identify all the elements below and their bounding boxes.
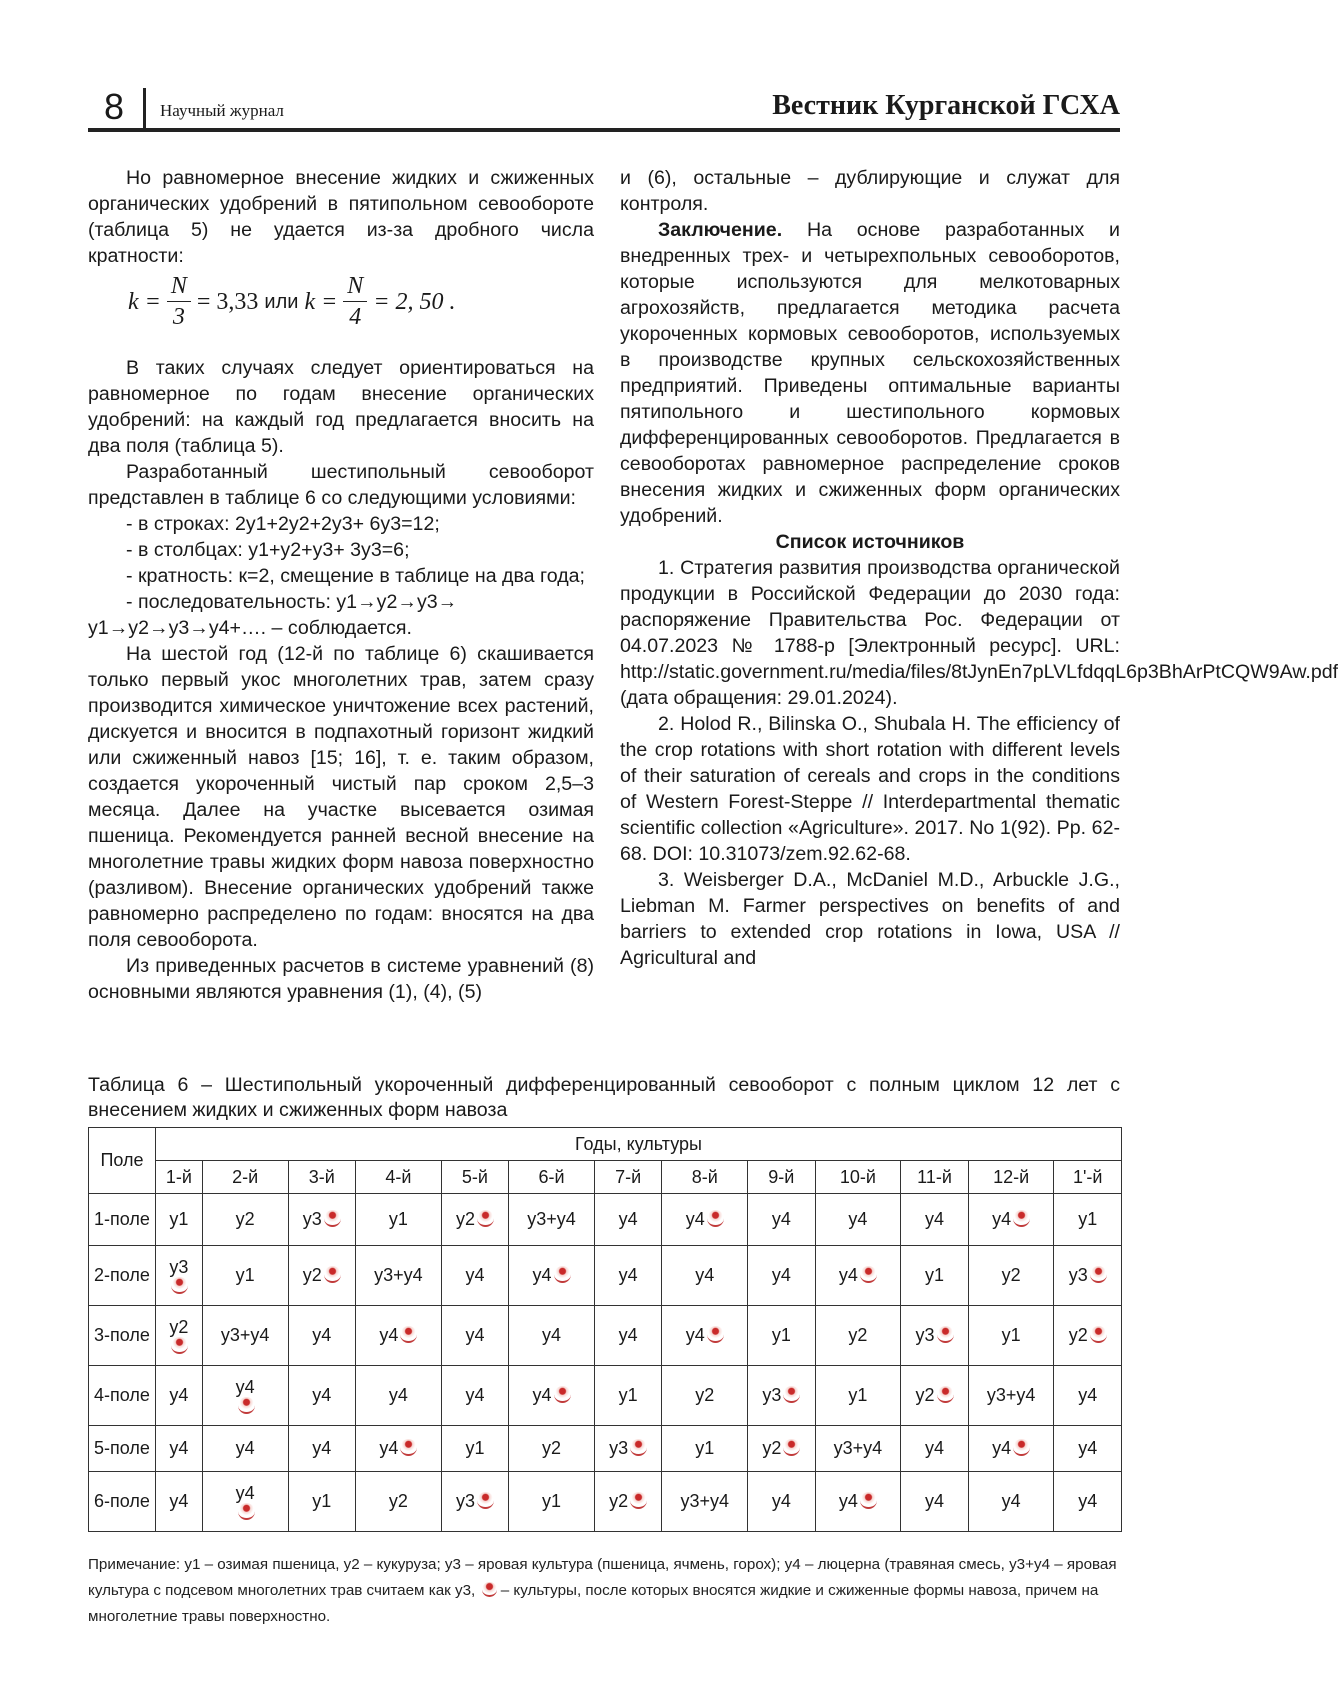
- crop-code: у1: [771, 1325, 791, 1345]
- crop-cell: [662, 1246, 748, 1306]
- field-label: 3-поле: [89, 1306, 156, 1366]
- crop-cell: [594, 1306, 661, 1366]
- manure-mark-icon: [630, 1492, 647, 1509]
- crop-cell: [748, 1366, 815, 1426]
- manure-mark-icon: [783, 1439, 800, 1456]
- crop-code: у3: [169, 1257, 189, 1277]
- crop-cell: [968, 1366, 1054, 1426]
- manure-mark-icon: [937, 1326, 954, 1343]
- field-label: 5-поле: [89, 1426, 156, 1472]
- crop-cell: [356, 1194, 442, 1246]
- year-header: 11-й: [901, 1161, 968, 1194]
- crop-code: у4: [992, 1438, 1012, 1458]
- crop-cell: [441, 1472, 508, 1532]
- year-header: 2-й: [202, 1161, 288, 1194]
- crop-cell: [748, 1426, 815, 1472]
- crop-code: у2: [455, 1209, 475, 1229]
- year-header: 8-й: [662, 1161, 748, 1194]
- manure-mark-icon: [324, 1266, 341, 1283]
- crop-code: у4: [532, 1265, 552, 1285]
- crop-code: у4: [465, 1325, 485, 1345]
- manure-mark-icon: [400, 1326, 417, 1343]
- crop-code: у2: [762, 1438, 782, 1458]
- crop-code: у3+у4: [986, 1385, 1036, 1405]
- crop-cell: [815, 1306, 901, 1366]
- crop-cell: [748, 1306, 815, 1366]
- header-divider: [143, 88, 146, 128]
- crop-cell: [815, 1194, 901, 1246]
- crop-cell: [288, 1246, 355, 1306]
- crop-cell: [594, 1246, 661, 1306]
- crop-cell: [662, 1306, 748, 1366]
- paragraph: На шестой год (12-й по таблице 6) скашивается только первый укос многолетних трав, затем сразу производится химическое уничтожение всех растений, дискуется и вносится в подпахотный горизонт жидкий или сжиженный навоз [15; 16], т. е. таким образом, создается укороченный чистый пар сроком 2,5–3 месяца. Далее на участке высевается озимая пшеница. Рекомендуется ранней весной внесение на многолетние травы жидких форм навоза поверхностно (разливом). Внесение органических удобрений также равномерно распределено по годам: вносятся на два поля севооборота.: [88, 643, 594, 951]
- conclusion-label: Заключение.: [658, 219, 783, 241]
- denominator: 3: [172, 304, 185, 330]
- field-header: Поле: [89, 1128, 156, 1194]
- crop-cell: [662, 1472, 748, 1532]
- crop-cell: [509, 1426, 595, 1472]
- crop-cell: [156, 1472, 203, 1532]
- crop-code: у4: [771, 1209, 791, 1229]
- crop-code: у3+у4: [374, 1265, 423, 1285]
- header-rule: [88, 128, 1120, 132]
- crop-cell: [748, 1194, 815, 1246]
- crop-cell: [441, 1426, 508, 1472]
- crop-cell: [156, 1306, 203, 1366]
- crop-cell: [202, 1306, 288, 1366]
- crop-cell: [356, 1306, 442, 1366]
- conclusion-text: На основе разработанных и внедренных трех- и четырехпольных севооборотов, которые используются для мелкотоварных агрохозяйств, предлагается методика расчета укороченных кормовых севооборотов, используемых в производстве крупных сельскохозяйственных предприятий. Приведены оптимальные варианты пятипольного и шестипольного кормовых дифференцированных севооборотов. Предлагается в севооборотах равномерное распределение сроков внесения жидких и сжиженных форм органических удобрений.: [620, 219, 1120, 527]
- crop-cell: [901, 1194, 968, 1246]
- crop-code: у2: [302, 1265, 322, 1285]
- crop-code: у4: [312, 1385, 332, 1405]
- crop-cell: [202, 1194, 288, 1246]
- crop-cell: [202, 1472, 288, 1532]
- crop-cell: [441, 1194, 508, 1246]
- manure-mark-icon: [1013, 1439, 1030, 1456]
- right-column: [620, 165, 1338, 971]
- crop-code: у3: [1068, 1265, 1088, 1285]
- crop-code: у4: [169, 1385, 189, 1405]
- numerator: N: [167, 271, 191, 302]
- crop-code: у1: [235, 1265, 255, 1285]
- crop-code: у4: [1078, 1385, 1098, 1405]
- journal-name: Вестник Курганской ГСХА: [772, 90, 1120, 121]
- crop-cell: [901, 1306, 968, 1366]
- manure-mark-icon: [630, 1439, 647, 1456]
- crop-cell: [1054, 1366, 1122, 1426]
- condition-line: у1→у2→у3→у4+…. – соблюдается.: [88, 617, 412, 639]
- crop-cell: [1054, 1426, 1122, 1472]
- crop-code: у4: [532, 1385, 552, 1405]
- crop-code: у4: [618, 1325, 638, 1345]
- field-label: 4-поле: [89, 1366, 156, 1426]
- crop-code: у4: [235, 1483, 255, 1503]
- crop-cell: [815, 1366, 901, 1426]
- left-column: [88, 165, 594, 1005]
- manure-mark-icon: [554, 1266, 571, 1283]
- manure-mark-icon: [707, 1326, 724, 1343]
- crop-cell: [202, 1246, 288, 1306]
- year-header: 12-й: [968, 1161, 1054, 1194]
- crop-code: у4: [618, 1265, 638, 1285]
- crop-cell: [968, 1426, 1054, 1472]
- year-header: 3-й: [288, 1161, 355, 1194]
- paragraph: В таких случаях следует ориентироваться на равномерное по годам внесение органических удобрений: на каждый год предлагается вносить на два поля (таблица 5).: [88, 357, 594, 457]
- crop-cell: [156, 1194, 203, 1246]
- crop-code: у4: [312, 1325, 332, 1345]
- manure-mark-icon: [171, 1337, 188, 1354]
- crop-cell: [662, 1366, 748, 1426]
- crop-code: у2: [695, 1385, 715, 1405]
- crop-cell: [509, 1366, 595, 1426]
- journal-type: Научный журнал: [160, 101, 284, 120]
- crop-cell: [748, 1472, 815, 1532]
- crop-code: у3: [915, 1325, 935, 1345]
- crop-code: у4: [618, 1209, 638, 1229]
- crop-cell: [815, 1472, 901, 1532]
- crop-code: у4: [388, 1385, 408, 1405]
- year-header: 9-й: [748, 1161, 815, 1194]
- year-header: 6-й: [509, 1161, 595, 1194]
- crop-cell: [968, 1194, 1054, 1246]
- crop-cell: [968, 1306, 1054, 1366]
- crop-code: у4: [771, 1265, 791, 1285]
- field-label: 2-поле: [89, 1246, 156, 1306]
- crop-code: у3: [762, 1385, 782, 1405]
- crop-cell: [815, 1246, 901, 1306]
- paragraph: Но равномерное внесение жидких и сжиженных органических удобрений в пятипольном севообороте (таблица 5) не удается из-за дробного числа кратности:: [88, 167, 594, 267]
- crop-code: у4: [685, 1209, 705, 1229]
- crop-cell: [441, 1306, 508, 1366]
- denominator: 4: [349, 304, 362, 330]
- crop-cell: [901, 1472, 968, 1532]
- year-header: 1-й: [156, 1161, 203, 1194]
- page-header: [88, 82, 1120, 134]
- crop-cell: [509, 1194, 595, 1246]
- crop-code: у2: [1068, 1325, 1088, 1345]
- crop-cell: [288, 1306, 355, 1366]
- crop-code: у4: [848, 1209, 868, 1229]
- crop-cell: [356, 1426, 442, 1472]
- crop-cell: [288, 1366, 355, 1426]
- crop-code: у4: [1078, 1491, 1098, 1511]
- crop-code: у1: [848, 1385, 868, 1405]
- manure-mark-icon: [324, 1210, 341, 1227]
- crop-cell: [156, 1246, 203, 1306]
- field-label: 1-поле: [89, 1194, 156, 1246]
- numerator: N: [343, 271, 367, 302]
- crop-cell: [901, 1426, 968, 1472]
- crop-code: у1: [465, 1438, 485, 1458]
- page-number: 8: [104, 86, 125, 127]
- crop-cell: [288, 1194, 355, 1246]
- manure-mark-icon: [1013, 1210, 1030, 1227]
- multiplicity-formula: [128, 271, 594, 351]
- condition-line: - кратность: к=2, смещение в таблице на два года;: [126, 565, 585, 587]
- crop-cell: [748, 1246, 815, 1306]
- crop-code: у4: [685, 1325, 705, 1345]
- year-header: 10-й: [815, 1161, 901, 1194]
- table-note: [88, 1552, 1120, 1630]
- crop-code: у4: [379, 1438, 399, 1458]
- crop-cell: [509, 1306, 595, 1366]
- formula-lhs: k =: [304, 288, 338, 315]
- crop-cell: [156, 1426, 203, 1472]
- year-header: 4-й: [356, 1161, 442, 1194]
- crop-code: у1: [695, 1438, 715, 1458]
- rotation-table: [88, 1127, 1122, 1547]
- crop-cell: [156, 1366, 203, 1426]
- year-header: 5-й: [441, 1161, 508, 1194]
- manure-mark-icon: [707, 1210, 724, 1227]
- note-text-b: – культуры, после которых вносятся жидкие и сжиженные формы навоза, причем на многолетние травы поверхностно.: [88, 1582, 1099, 1625]
- crop-cell: [288, 1472, 355, 1532]
- crop-code: у2: [848, 1325, 868, 1345]
- crop-code: у4: [992, 1209, 1012, 1229]
- crop-code: у4: [925, 1209, 945, 1229]
- crop-cell: [901, 1366, 968, 1426]
- field-label: 6-поле: [89, 1472, 156, 1532]
- condition-line: - в столбцах: у1+у2+у3+ 3у3=6;: [126, 539, 410, 561]
- crop-code: у1: [542, 1491, 562, 1511]
- condition-line: - последовательность: у1→у2→у3→: [126, 591, 458, 613]
- crop-code: у2: [235, 1209, 255, 1229]
- years-header: Годы, культуры: [156, 1128, 1122, 1161]
- table-row: [89, 1306, 1122, 1366]
- manure-mark-icon: [783, 1386, 800, 1403]
- crop-code: у2: [1001, 1265, 1021, 1285]
- crop-code: у4: [542, 1325, 562, 1345]
- table-caption: Таблица 6 – Шестипольный укороченный дифференцированный севооборот с полным циклом 12 лет с внесением жидких и сжиженных форм навоза: [88, 1074, 1120, 1121]
- crop-code: у1: [169, 1209, 189, 1229]
- crop-code: у2: [915, 1385, 935, 1405]
- manure-mark-icon: [1090, 1326, 1107, 1343]
- crop-code: у3: [302, 1209, 322, 1229]
- crop-cell: [356, 1472, 442, 1532]
- conclusion-paragraph: [620, 217, 1120, 529]
- crop-cell: [441, 1246, 508, 1306]
- year-header: 1'-й: [1054, 1161, 1122, 1194]
- crop-cell: [662, 1426, 748, 1472]
- formula-rhs: = 2, 50 .: [373, 288, 456, 315]
- crop-cell: [202, 1426, 288, 1472]
- crop-cell: [594, 1366, 661, 1426]
- crop-cell: [968, 1246, 1054, 1306]
- references-title: Список источников: [775, 531, 965, 553]
- manure-mark-icon: [400, 1439, 417, 1456]
- crop-code: у2: [169, 1317, 189, 1337]
- table-row: [89, 1426, 1122, 1472]
- crop-code: у3+у4: [680, 1491, 729, 1511]
- reference-item: 2. Holod R., Bilinska O., Shubala H. The efficiency of the crop rotations with short rotation with different levels of their saturation of cereals and crops in the conditions of Western Forest-Steppe // Interdepartmental thematic scientific collection «Agriculture». 2017. No 1(92). Pp. 62-68. DOI: 10.31073/zem.92.62-68.: [620, 713, 1120, 865]
- table-row: [89, 1194, 1122, 1246]
- year-header: 7-й: [594, 1161, 661, 1194]
- manure-mark-icon: [477, 1210, 494, 1227]
- manure-mark-icon: [860, 1492, 877, 1509]
- crop-code: у2: [609, 1491, 629, 1511]
- crop-code: у4: [925, 1438, 945, 1458]
- note-text-a: Примечание: у1 – озимая пшеница, у2 – кукуруза; у3 – яровая культура (пшеница, ячмень, горох); у4 – люцерна (травяная смесь, у3+у4 – яровая культура с подсевом многолетних трав считаем как у3,: [88, 1556, 1117, 1599]
- crop-code: у3: [609, 1438, 629, 1458]
- crop-code: у4: [1001, 1491, 1021, 1511]
- crop-cell: [594, 1426, 661, 1472]
- reference-item: 1. Стратегия развития производства органической продукции в Российской Федерации до 2030 года: распоряжение Правительства Рос. Федерации от 04.07.2023 № 1788-р [Электронный ресурс]. URL: http://static.government.ru/media/files/8tJynEn7pLVLfdqqL6p3BhArPtCQW9Aw.pdf (дата обращения: 29.01.2024).: [620, 557, 1338, 709]
- manure-mark-icon: [1090, 1266, 1107, 1283]
- crop-code: у1: [1078, 1209, 1098, 1229]
- paragraph: Разработанный шестипольный севооборот представлен в таблице 6 со следующими условиями:: [88, 461, 594, 509]
- crop-code: у4: [465, 1385, 485, 1405]
- table-row: [89, 1246, 1122, 1306]
- manure-mark-icon: [860, 1266, 877, 1283]
- crop-cell: [968, 1472, 1054, 1532]
- paragraph: и (6), остальные – дублирующие и служат для контроля.: [620, 167, 1120, 215]
- crop-code: у1: [925, 1265, 945, 1285]
- crop-cell: [662, 1194, 748, 1246]
- crop-code: у3+у4: [833, 1438, 883, 1458]
- manure-mark-icon: [238, 1397, 255, 1414]
- table-row: [89, 1472, 1122, 1532]
- formula-or: или: [264, 290, 299, 313]
- crop-code: у3: [455, 1491, 475, 1511]
- crop-cell: [1054, 1246, 1122, 1306]
- crop-code: у4: [235, 1377, 255, 1397]
- manure-mark-icon: [937, 1386, 954, 1403]
- crop-cell: [441, 1366, 508, 1426]
- crop-code: у4: [695, 1265, 715, 1285]
- crop-code: у3+у4: [527, 1209, 576, 1229]
- crop-code: у4: [925, 1491, 945, 1511]
- crop-code: у1: [312, 1491, 332, 1511]
- crop-cell: [594, 1194, 661, 1246]
- crop-code: у4: [169, 1438, 189, 1458]
- crop-code: у4: [771, 1491, 791, 1511]
- table-row: [89, 1366, 1122, 1426]
- crop-cell: [509, 1472, 595, 1532]
- crop-cell: [356, 1366, 442, 1426]
- crop-code: у4: [838, 1265, 858, 1285]
- paragraph: Из приведенных расчетов в системе уравнений (8) основными являются уравнения (1), (4), (5): [88, 955, 594, 1003]
- fraction: [167, 271, 191, 332]
- crop-cell: [815, 1426, 901, 1472]
- crop-code: у3+у4: [220, 1325, 270, 1345]
- crop-cell: [509, 1246, 595, 1306]
- crop-cell: [594, 1472, 661, 1532]
- manure-mark-icon: [482, 1582, 497, 1597]
- crop-code: у2: [542, 1438, 562, 1458]
- crop-code: у4: [1078, 1438, 1098, 1458]
- crop-code: у4: [465, 1265, 485, 1285]
- crop-cell: [1054, 1472, 1122, 1532]
- crop-code: у4: [235, 1438, 255, 1458]
- crop-code: у1: [388, 1209, 408, 1229]
- crop-cell: [356, 1246, 442, 1306]
- crop-code: у4: [312, 1438, 332, 1458]
- crop-code: у1: [1001, 1325, 1021, 1345]
- crop-code: у4: [379, 1325, 399, 1345]
- manure-mark-icon: [238, 1503, 255, 1520]
- condition-line: - в строках: 2у1+2у2+2у3+ 6у3=12;: [126, 513, 440, 535]
- crop-code: у4: [169, 1491, 189, 1511]
- manure-mark-icon: [171, 1277, 188, 1294]
- manure-mark-icon: [477, 1492, 494, 1509]
- crop-code: у1: [618, 1385, 638, 1405]
- formula-lhs: k =: [128, 288, 161, 315]
- crop-cell: [288, 1426, 355, 1472]
- crop-code: у2: [388, 1491, 408, 1511]
- fraction: [343, 271, 367, 332]
- crop-cell: [1054, 1194, 1122, 1246]
- crop-cell: [901, 1246, 968, 1306]
- formula-rhs: = 3,33: [196, 288, 259, 315]
- crop-cell: [202, 1366, 288, 1426]
- crop-code: у4: [838, 1491, 858, 1511]
- manure-mark-icon: [554, 1386, 571, 1403]
- reference-item: 3. Weisberger D.A., McDaniel M.D., Arbuckle J.G., Liebman M. Farmer perspectives on benefits of and barriers to extended crop rotations in Iowa, USA // Agricultural and: [620, 869, 1120, 969]
- crop-cell: [1054, 1306, 1122, 1366]
